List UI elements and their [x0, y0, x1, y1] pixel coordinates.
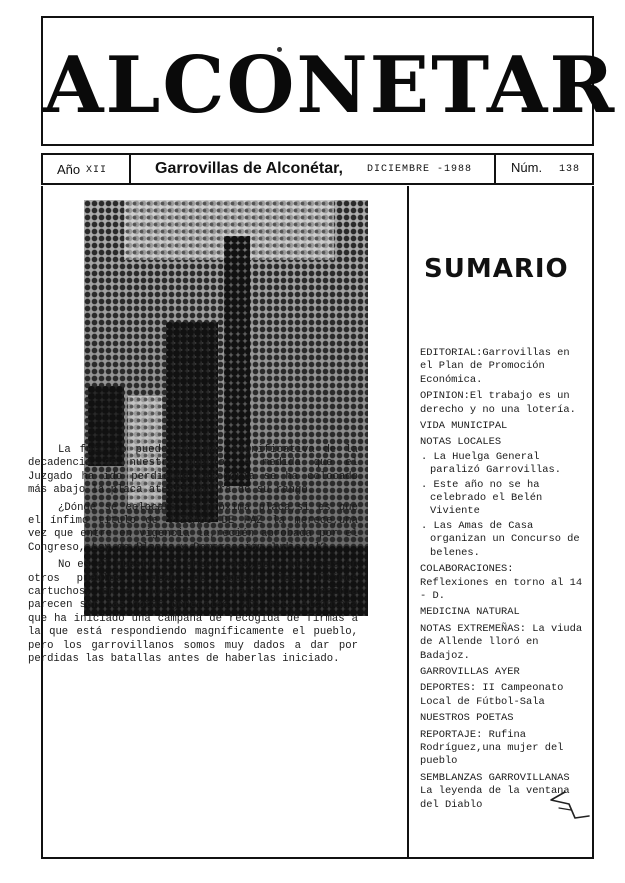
issue-date: DICIEMBRE -1988: [367, 164, 473, 175]
toc-subentry: . Este año no se ha celebrado el Belén Viviente: [421, 478, 543, 518]
toc-entry: NUESTROS POETAS: [420, 712, 514, 725]
toc-section-heading: NOTAS LOCALES: [420, 436, 502, 449]
toc-entry: SEMBLANZAS GARROVILLANAS La leyenda de la ventana del Diablo: [420, 771, 570, 811]
toc-entry: REPORTAJE: Rufina Rodríguez,una mujer del pueblo: [420, 728, 564, 768]
toc-subentry: . La Huelga General paralizó Garrovillas.: [421, 450, 561, 477]
article-paragraph: ¿Dónde se colocará la próxima placa,si es que el ínfimo título de JUZGADO DE PAZ la merece,una vez que entre en vigencia la,recién aprobada por el Congreso, Ley de Planta y Demarcación Judicial?.: [28, 501, 358, 554]
handwritten-signature: [545, 786, 595, 826]
toc-entry: VIDA MUNICIPAL: [420, 420, 508, 433]
toc-entry: OPINION:El trabajo es un derecho y no una lotería.: [420, 390, 576, 416]
toc-subentry: . Las Amas de Casa organizan un Concurso de belenes.: [421, 519, 580, 559]
divider: [129, 155, 131, 183]
toc-entry: COLABORACIONES: Reflexiones en torno al 14 - D.: [420, 563, 583, 602]
table-of-contents: [420, 347, 588, 815]
number-value: 138: [559, 164, 581, 175]
toc-entry: DEPORTES: II Campeonato Local de Fútbol-Sala: [420, 682, 564, 708]
toc-entry: MEDICINA NATURAL: [420, 606, 520, 619]
column-divider: [407, 186, 409, 857]
toc-entry: GARROVILLAS AYER: [420, 665, 520, 678]
place-name: Garrovillas de Alconétar,: [155, 160, 343, 177]
newspaper-title: ALCONETAR: [43, 40, 617, 131]
divider: [494, 155, 496, 183]
issue-info-bar: [41, 153, 594, 185]
year-label: Año: [57, 162, 81, 177]
article-paragraph: La foto no puede ser más significativa de la decadencia de nuestro pueblo. A medida que el Juzgado ha ido perdiendo categoría se ha colocado más abajo la placa atestiguadora de su rango.: [28, 444, 358, 497]
sumario-heading: SUMARIO: [424, 254, 569, 284]
article-body: [28, 444, 358, 671]
number-label: Núm.: [511, 160, 543, 175]
article-paragraph: No es el nuestro el único caso,pero mientras en otros pueblos tratan de agotar los últimos cartuchos, en el nuestro la apatía y la desidia parecen ser las notas generales. Ahí está Alcántara que ha iniciado una campaña de recogida de firmas a la que está respondiendo magníficamente el pueblo, pero los garrovillanos somos muy dados a dar por perdidas las batallas antes de haberlas iniciado.: [28, 559, 358, 666]
masthead: [41, 16, 617, 146]
year-value: XII: [86, 165, 108, 176]
toc-entry: EDITORIAL:Garrovillas en el Plan de Promoción Económica.: [420, 347, 570, 386]
toc-entry: NOTAS EXTREMEÑAS: La viuda de Allende lloró en Badajoz.: [420, 622, 583, 662]
